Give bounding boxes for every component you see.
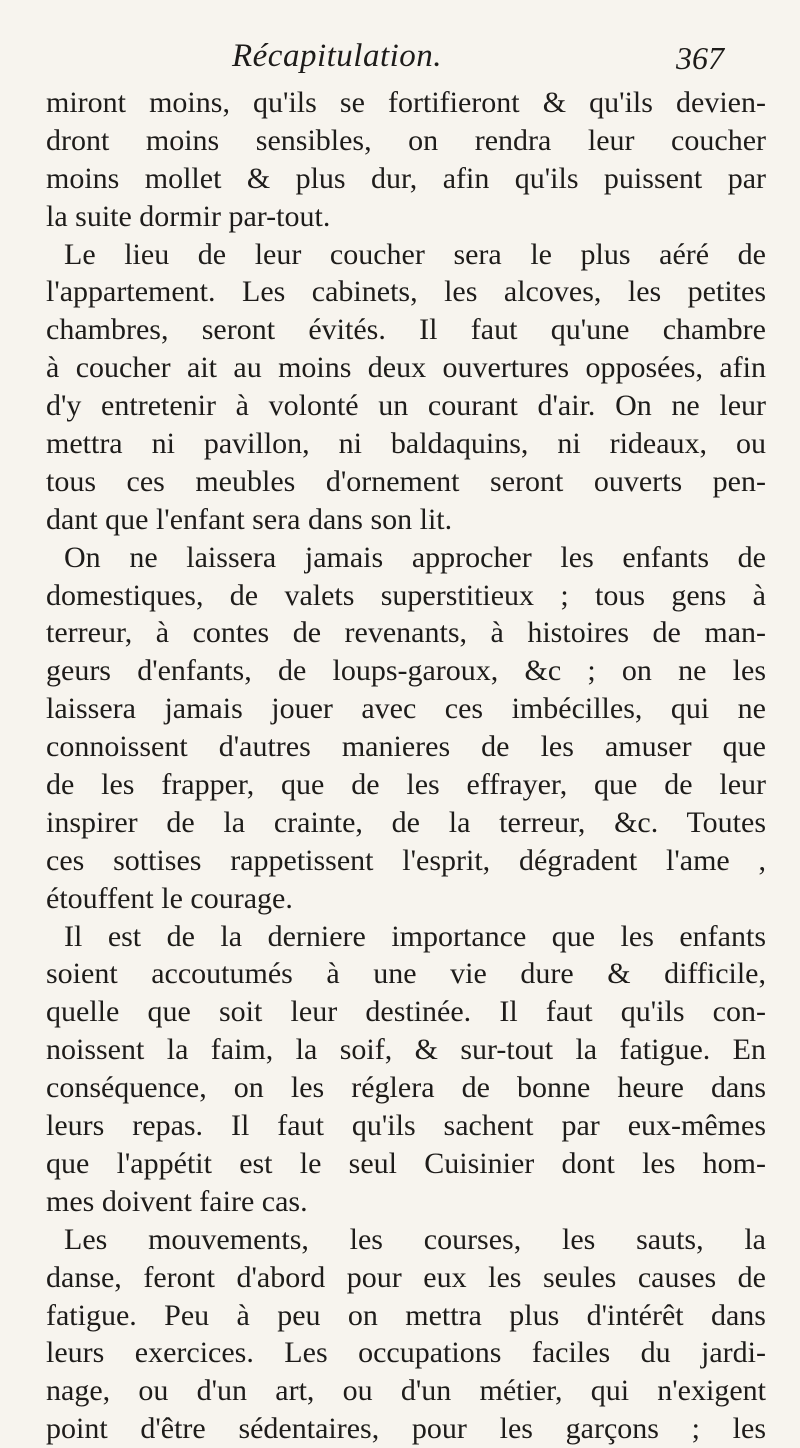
text-line: fatigue. Peu à peu on mettra plus d'intérêt dans — [46, 1298, 766, 1332]
text-line: geurs d'enfants, de loups-garoux, &c ; on ne les — [46, 654, 766, 688]
text-line: mettra ni pavillon, ni baldaquins, ni rideaux, ou — [46, 427, 766, 461]
text-line: conséquence, on les réglera de bonne heure dans — [46, 1071, 766, 1105]
text-line: leurs exercices. Les occupations faciles du jardi- — [46, 1336, 766, 1370]
text-line: l'appartement. Les cabinets, les alcoves, les petites — [46, 275, 766, 309]
text-line: miront moins, qu'ils se fortifieront & qu'ils devien- — [46, 86, 766, 119]
text-line: que l'appétit est le seul Cuisinier dont les hom- — [46, 1146, 766, 1180]
text-line: mes doivent faire cas. — [46, 1184, 308, 1218]
page-number: 367 — [676, 40, 724, 76]
text-line: chambres, seront évités. Il faut qu'une chambre — [46, 313, 766, 347]
text-line: danse, feront d'abord pour eux les seules causes de — [46, 1260, 766, 1294]
text-line: noissent la faim, la soif, & sur-tout la fatigue. En — [46, 1033, 766, 1067]
text-line: nage, ou d'un art, ou d'un métier, qui n'exigent — [46, 1374, 766, 1408]
text-line: point d'être sédentaires, pour les garçons ; les — [46, 1412, 766, 1446]
running-title: Récapitulation. — [232, 38, 443, 74]
text-line: inspirer de la crainte, de la terreur, &c. Toutes — [46, 805, 766, 839]
text-line: On ne laissera jamais approcher les enfants de — [64, 540, 766, 574]
text-line: domestiques, de valets superstitieux ; tous gens à — [46, 578, 766, 612]
text-line: moins mollet & plus dur, afin qu'ils puissent par — [46, 161, 766, 195]
text-line: Le lieu de leur coucher sera le plus aéré de — [64, 237, 766, 271]
text-line: Il est de la derniere importance que les enfants — [64, 919, 766, 953]
text-line: tous ces meubles d'ornement seront ouverts pen- — [46, 464, 766, 498]
text-line: ces sottises rappetissent l'esprit, dégradent l'ame , — [46, 843, 766, 877]
text-line: de les frapper, que de les effrayer, que de leur — [46, 768, 766, 802]
text-line: dant que l'enfant sera dans son lit. — [46, 502, 453, 536]
text-line: connoissent d'autres manieres de les amuser que — [46, 730, 766, 764]
running-head — [0, 38, 800, 80]
text-line: dront moins sensibles, on rendra leur coucher — [46, 123, 766, 157]
text-line: terreur, à contes de revenants, à histoires de man- — [46, 616, 766, 650]
text-line: la suite dormir par-tout. — [46, 199, 331, 233]
text-line: quelle que soit leur destinée. Il faut qu'ils con- — [46, 995, 766, 1029]
text-line: d'y entretenir à volonté un courant d'air. On ne leur — [46, 389, 766, 423]
text-line: étouffent le courage. — [46, 881, 293, 915]
text-body — [46, 84, 766, 1448]
text-line: laissera jamais jouer avec ces imbécilles, qui ne — [46, 692, 766, 726]
text-line: à coucher ait au moins deux ouvertures opposées, afin — [46, 351, 766, 385]
text-line: leurs repas. Il faut qu'ils sachent par eux-mêmes — [46, 1109, 766, 1143]
text-line: soient accoutumés à une vie dure & difficile, — [46, 957, 766, 991]
text-line: Les mouvements, les courses, les sauts, la — [64, 1222, 766, 1256]
